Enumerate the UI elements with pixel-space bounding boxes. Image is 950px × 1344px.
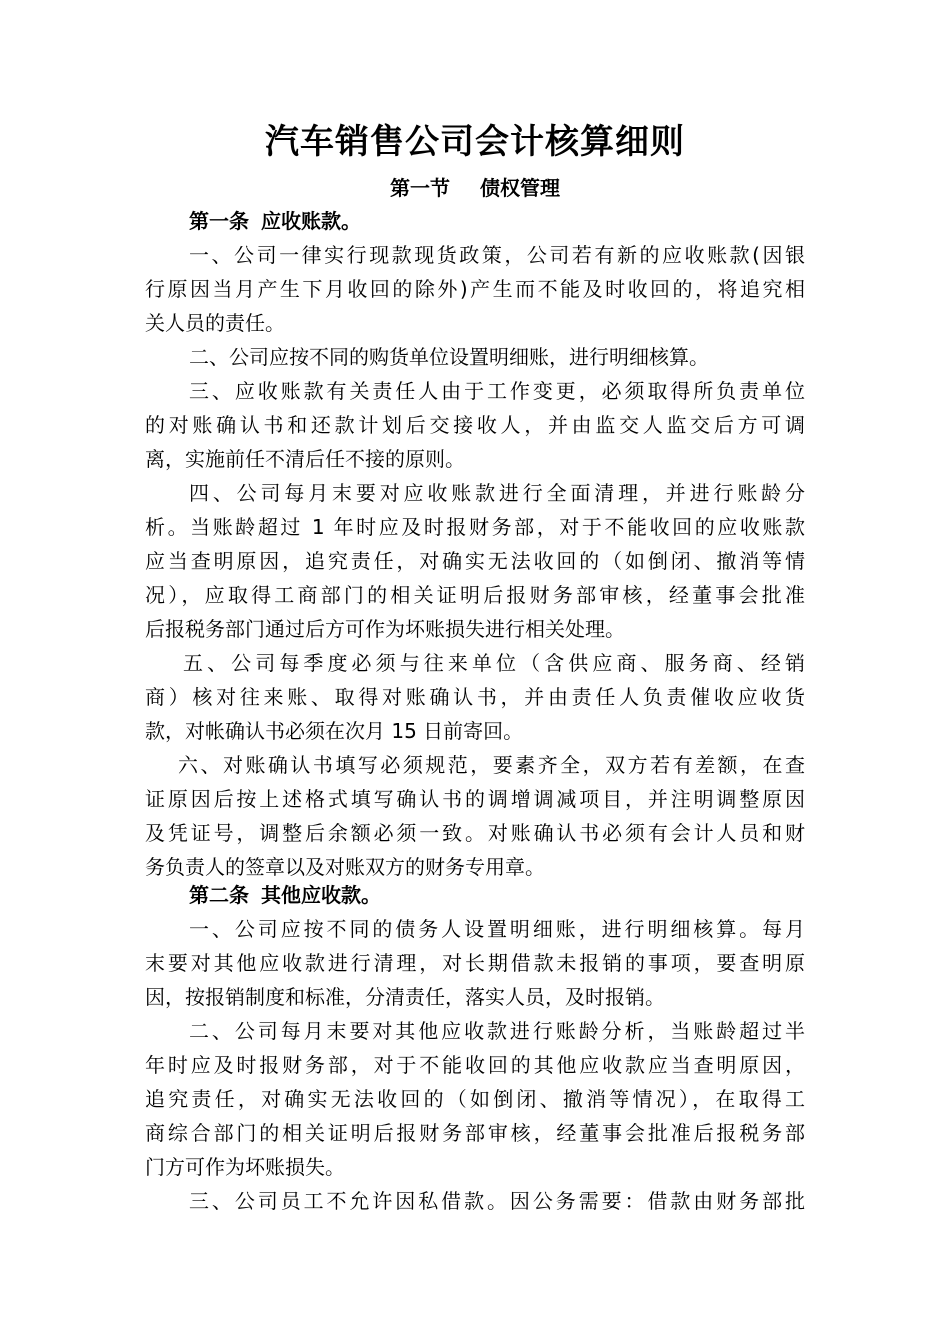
article-number: 第一条: [189, 209, 249, 233]
paragraph-line: 关人员的责任。: [145, 311, 285, 335]
article-name: 其他应收款。: [261, 883, 381, 907]
article-heading: [189, 878, 805, 912]
paragraph-line: 六、对账确认书填写必须规范，要素齐全，双方若有差额，在查: [178, 753, 805, 777]
section-heading: [0, 172, 950, 204]
paragraph-line: 商）核对往来账、取得对账确认书，并由责任人负责催收应收货: [145, 685, 805, 709]
paragraph-line: 商综合部门的相关证明后报财务部审核，经董事会批准后报税务部: [145, 1121, 805, 1145]
section-name: 债权管理: [480, 176, 560, 200]
paragraph-line: 年时应及时报财务部，对于不能收回的其他应收款应当查明原因，: [145, 1053, 805, 1077]
paragraph-line: 一、公司应按不同的债务人设置明细账，进行明细核算。每月: [189, 917, 805, 941]
paragraph-line: 一、公司一律实行现款现货政策，公司若有新的应收账款(因银: [189, 243, 805, 267]
article-name: 应收账款。: [261, 209, 361, 233]
paragraph-line: 因，按报销制度和标准，分清责任，落实人员，及时报销。: [145, 985, 665, 1009]
section-number: 第一节: [390, 176, 450, 200]
paragraph-line: 后报税务部门通过后方可作为坏账损失进行相关处理。: [145, 617, 625, 641]
paragraph-line: 行原因当月产生下月收回的除外)产生而不能及时收回的，将追究相: [145, 277, 805, 301]
article-heading: [189, 204, 805, 238]
paragraph-line: 应当查明原因，追究责任，对确实无法收回的（如倒闭、撤消等情: [145, 549, 805, 573]
paragraph-line: 四、公司每月末要对应收账款进行全面清理，并进行账龄分: [189, 481, 805, 505]
paragraph-line: 款，对帐确认书必须在次月 15 日前寄回。: [145, 719, 524, 743]
paragraph-line: 及凭证号，调整后余额必须一致。对账确认书必须有会计人员和财: [145, 821, 805, 845]
paragraph-line: 末要对其他应收款进行清理，对长期借款未报销的事项，要查明原: [145, 951, 805, 975]
document-title: 汽车销售公司会计核算细则: [265, 122, 685, 162]
paragraph-line: 务负责人的签章以及对账双方的财务专用章。: [145, 855, 545, 879]
paragraph-line: 门方可作为坏账损失。: [145, 1155, 345, 1179]
paragraph-line: 况），应取得工商部门的相关证明后报财务部审核，经董事会批准: [145, 583, 805, 607]
paragraph-line: 二、公司每月末要对其他应收款进行账龄分析，当账龄超过半: [189, 1019, 805, 1043]
paragraph-line: 证原因后按上述格式填写确认书的调增调减项目，并注明调整原因: [145, 787, 805, 811]
paragraph-line: 三、公司员工不允许因私借款。因公务需要：借款由财务部批: [189, 1189, 805, 1213]
paragraph-line: 析。当账龄超过 1 年时应及时报财务部，对于不能收回的应收账款: [145, 515, 805, 539]
article-number: 第二条: [189, 883, 249, 907]
paragraph-line: 追究责任，对确实无法收回的（如倒闭、撤消等情况），在取得工: [145, 1087, 805, 1111]
paragraph-line: 二、公司应按不同的购货单位设置明细账，进行明细核算。: [189, 345, 709, 369]
paragraph-line: 离，实施前任不清后任不接的原则。: [145, 447, 465, 471]
paragraph-line: 三、应收账款有关责任人由于工作变更，必须取得所负责单位: [189, 379, 805, 403]
paragraph-line: 五、公司每季度必须与往来单位（含供应商、服务商、经销: [183, 651, 805, 675]
paragraph-line: 的对账确认书和还款计划后交接收人，并由监交人监交后方可调: [145, 413, 805, 437]
